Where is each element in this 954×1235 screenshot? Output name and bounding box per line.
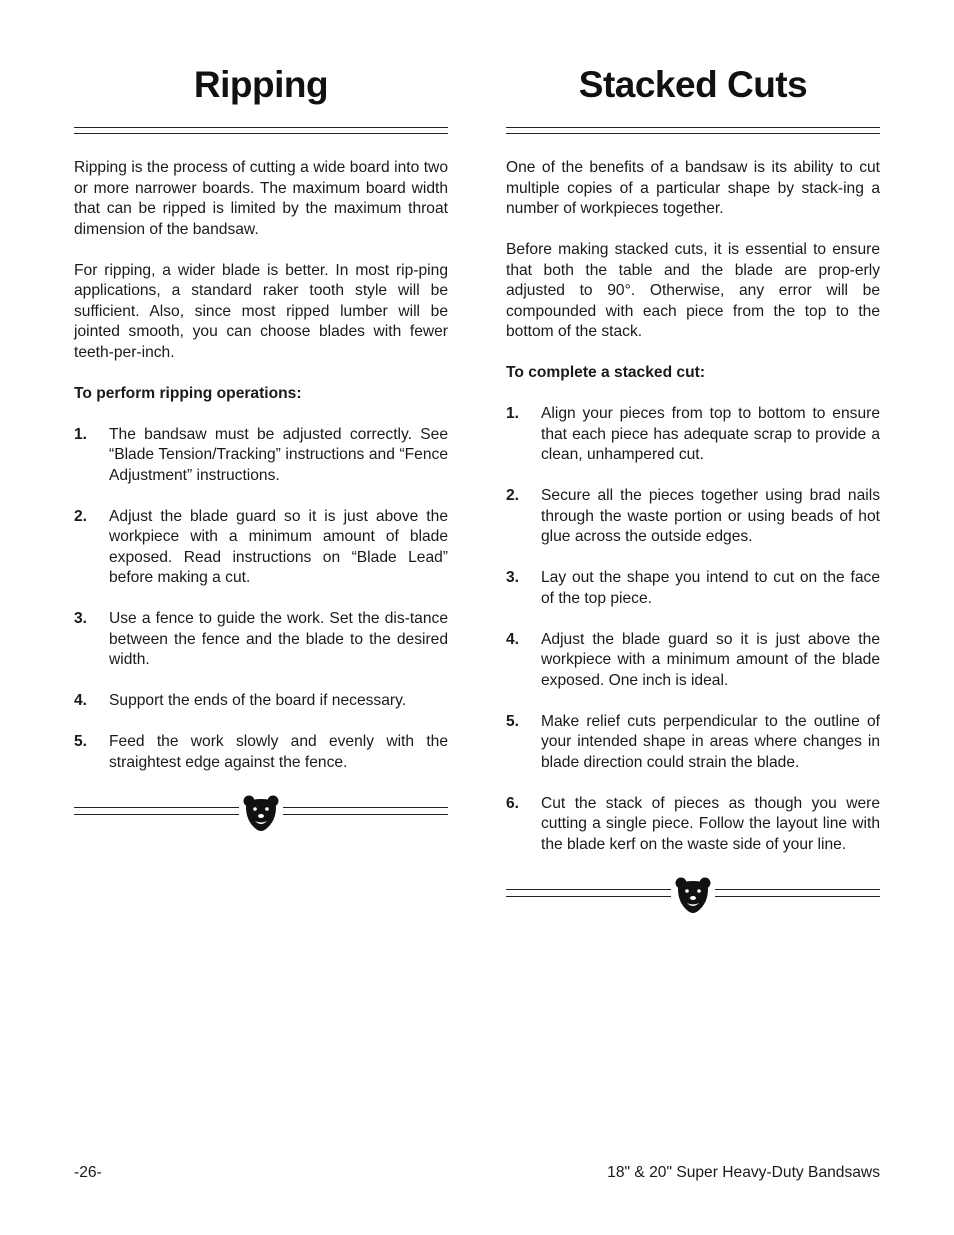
list-item — [506, 568, 880, 609]
ripping-paragraph-2: For ripping, a wider blade is better. In most rip-ping applications, a standard raker tooth style will be sufficient. Also, since most ripped lumber will be jointed smooth, you can choose blades with fewer teeth-per-inch. — [74, 261, 448, 361]
step-text: The bandsaw must be adjusted correctly. See “Blade Tension/Tracking” instructions and “Fence Adjustment” instructions. — [109, 425, 448, 484]
step-text: Cut the stack of pieces as though you were cutting a single piece. Follow the layout line with the blade kerf on the waste side of your line. — [541, 794, 880, 853]
step-text: Use a fence to guide the work. Set the dis-tance between the fence and the blade to the desired width. — [109, 610, 448, 668]
step-number: 1. — [74, 425, 88, 443]
list-item — [506, 794, 880, 856]
list-item — [74, 425, 448, 487]
step-text: Adjust the blade guard so it is just above the workpiece with a minimum amount of the blade exposed. One inch is ideal. — [541, 630, 880, 689]
section-end-divider — [506, 876, 880, 916]
stacked-lead: To complete a stacked cut: — [506, 364, 706, 381]
step-text: Feed the work slowly and evenly with the straightest edge against the fence. — [109, 733, 448, 771]
list-item — [506, 630, 880, 692]
step-text: Make relief cuts perpendicular to the outline of your intended shape in areas where changes in blade direction could strain the blade. — [541, 712, 880, 771]
step-number: 3. — [506, 569, 520, 586]
section-end-divider — [74, 794, 448, 834]
step-text: Align your pieces from top to bottom to ensure that each piece has adequate scrap to provide a clean, unhampered cut. — [541, 405, 880, 463]
stacked-paragraph-1: One of the benefits of a bandsaw is its ability to cut multiple copies of a particular shape by stack-ing a number of workpieces together. — [506, 159, 880, 217]
step-number: 3. — [74, 610, 88, 627]
step-number: 5. — [506, 712, 520, 730]
bear-head-icon — [674, 876, 712, 916]
ripping-steps — [74, 425, 448, 774]
list-item — [506, 486, 880, 548]
list-item — [74, 732, 448, 773]
ripping-paragraph-1: Ripping is the process of cutting a wide board into two or more narrower boards. The maximum board width that can be ripped is limited by the maximum throat dimension of the bandsaw. — [74, 159, 448, 238]
step-number: 5. — [74, 733, 88, 750]
divider-line-left — [506, 889, 671, 897]
step-number: 6. — [506, 794, 520, 812]
ripping-body — [74, 158, 448, 834]
step-number: 2. — [506, 487, 520, 504]
list-item — [74, 609, 448, 671]
step-text: Lay out the shape you intend to cut on the face of the top piece. — [541, 569, 880, 607]
list-item — [74, 507, 448, 589]
divider-line-right — [715, 889, 880, 897]
ripping-title: Ripping — [193, 64, 329, 105]
step-number: 4. — [506, 630, 520, 648]
step-number: 2. — [74, 507, 88, 525]
step-text: Adjust the blade guard so it is just above the workpiece with a minimum amount of blade exposed. Read instructions on “Blade Lead” before making a cut. — [109, 507, 448, 586]
step-text: Support the ends of the board if necessary. — [109, 692, 407, 709]
title-rule — [506, 127, 880, 134]
step-text: Secure all the pieces together using brad nails through the waste portion or using beads of hot glue across the outside edges. — [541, 487, 880, 545]
stacked-cuts-title: Stacked Cuts — [578, 64, 808, 105]
step-number: 4. — [74, 692, 88, 709]
divider-line-left — [74, 807, 239, 815]
bear-head-icon — [242, 794, 280, 834]
stacked-paragraph-2: Before making stacked cuts, it is essential to ensure that both the table and the blade are prop-erly adjusted to 90°. Otherwise, any error will be compounded with each piece from the top to the bottom of the stack. — [506, 241, 880, 340]
ripping-lead: To perform ripping operations: — [74, 384, 302, 402]
stacked-steps — [506, 404, 880, 855]
divider-line-right — [283, 807, 448, 815]
page-number: -26- — [74, 1164, 102, 1181]
list-item — [506, 404, 880, 466]
stacked-cuts-body — [506, 158, 880, 916]
product-name: 18" & 20" Super Heavy-Duty Bandsaws — [607, 1164, 880, 1181]
list-item — [506, 712, 880, 774]
title-rule — [74, 127, 448, 134]
list-item — [74, 691, 448, 712]
step-number: 1. — [506, 405, 520, 422]
